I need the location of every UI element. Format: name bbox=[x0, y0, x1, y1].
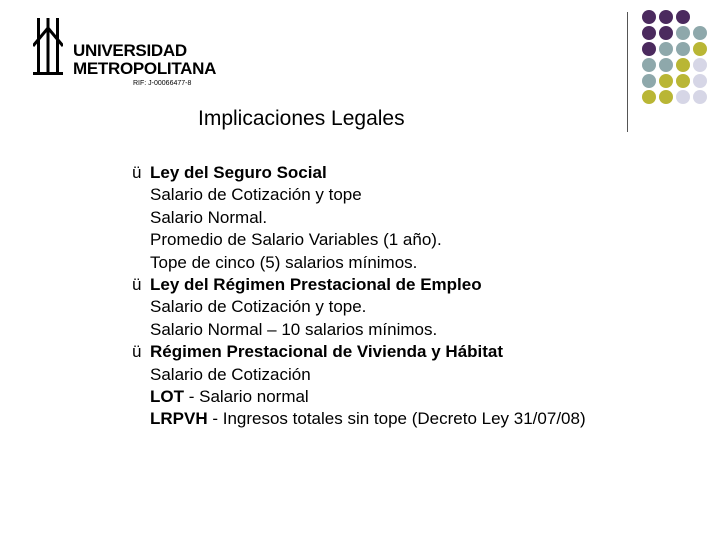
list-subitem: Salario de Cotización bbox=[150, 364, 311, 384]
decor-dot bbox=[659, 74, 673, 88]
lrpvh-abbrev: LRPVH bbox=[150, 409, 208, 429]
slide-content bbox=[132, 162, 586, 431]
list-item bbox=[132, 274, 586, 296]
decor-dot bbox=[693, 42, 707, 56]
decor-dot bbox=[659, 58, 673, 72]
slide-title: Implicaciones Legales bbox=[198, 107, 405, 130]
decor-dot bbox=[642, 74, 656, 88]
list-subitem: Salario Normal. bbox=[150, 207, 268, 227]
decor-dot bbox=[693, 58, 707, 72]
list-item bbox=[132, 162, 586, 184]
decor-dot bbox=[676, 42, 690, 56]
university-logo bbox=[33, 16, 217, 91]
decor-dot bbox=[642, 26, 656, 40]
list-subitem: Salario Normal – 10 salarios mínimos. bbox=[150, 319, 438, 339]
decor-dot bbox=[642, 10, 656, 24]
decorative-dot-grid bbox=[640, 10, 710, 120]
decor-dot bbox=[659, 26, 673, 40]
bullet-heading: Régimen Prestacional de Vivienda y Hábitat bbox=[150, 342, 504, 362]
list-item bbox=[132, 341, 586, 363]
university-emblem-icon bbox=[33, 16, 63, 76]
decor-dot bbox=[659, 90, 673, 104]
list-subitem: Tope de cinco (5) salarios mínimos. bbox=[150, 252, 418, 272]
lot-abbrev: LOT bbox=[150, 386, 184, 406]
list-subitem-lrpvh bbox=[132, 408, 586, 430]
decor-dot bbox=[693, 90, 707, 104]
check-icon: ü bbox=[132, 342, 142, 362]
list-subitem: Promedio de Salario Variables (1 año). bbox=[150, 230, 442, 250]
decor-dot bbox=[693, 74, 707, 88]
decor-dot bbox=[676, 10, 690, 24]
decor-dot bbox=[659, 10, 673, 24]
check-icon: ü bbox=[132, 163, 142, 182]
logo-rif: RIF: J-00066477-8 bbox=[133, 80, 192, 87]
list-subitem: Salario de Cotización y tope. bbox=[150, 297, 367, 317]
lot-text: - Salario normal bbox=[184, 386, 309, 406]
decor-dot bbox=[642, 58, 656, 72]
decor-dot bbox=[676, 74, 690, 88]
decor-dot bbox=[659, 42, 673, 56]
decor-dot bbox=[642, 90, 656, 104]
bullet-heading: Ley del Seguro Social bbox=[150, 163, 327, 182]
logo-text-universidad: UNIVERSIDAD bbox=[73, 41, 187, 60]
decor-dot bbox=[642, 42, 656, 56]
lrpvh-text: - Ingresos totales sin tope (Decreto Ley 31/07/08) bbox=[207, 409, 586, 429]
list-subitem-lot bbox=[132, 386, 586, 408]
list-subitem: Salario de Cotización y tope bbox=[150, 185, 362, 205]
decor-dot bbox=[693, 26, 707, 40]
decorative-divider bbox=[627, 12, 628, 132]
decor-dot bbox=[676, 90, 690, 104]
logo-text-metropolitana: METROPOLITANA bbox=[73, 59, 217, 78]
check-icon: ü bbox=[132, 274, 142, 294]
decor-dot bbox=[676, 58, 690, 72]
bullet-heading: Ley del Régimen Prestacional de Empleo bbox=[150, 274, 482, 294]
decor-dot bbox=[676, 26, 690, 40]
